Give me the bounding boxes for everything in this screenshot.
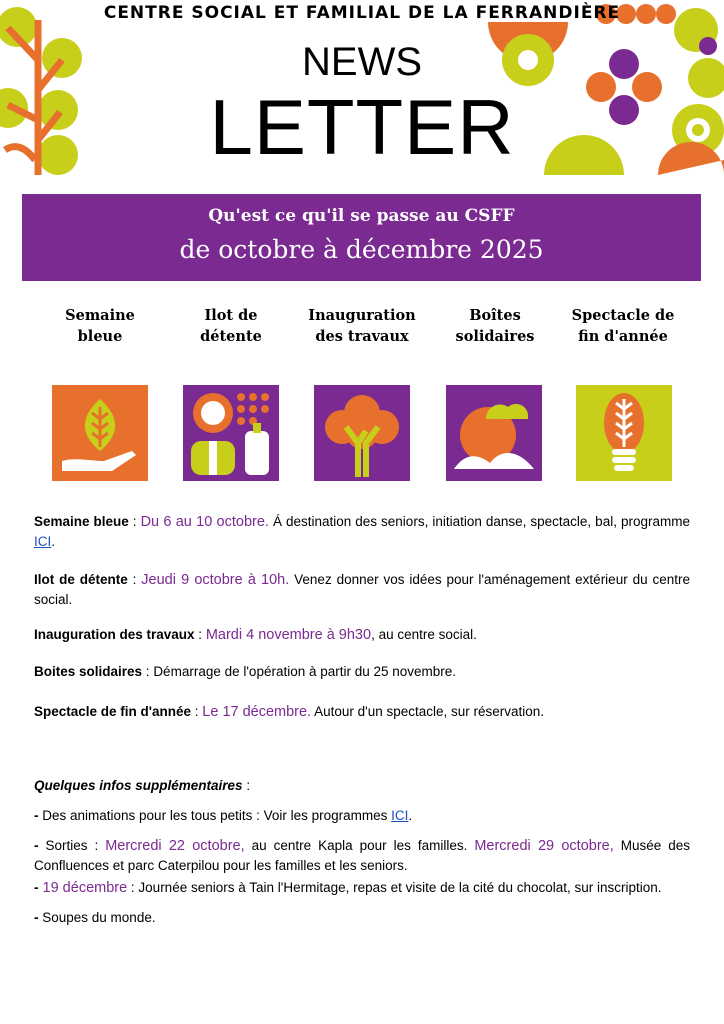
banner-period: de octobre à décembre 2025	[179, 235, 544, 264]
event-heading-line: détente	[200, 328, 262, 345]
bullet-dash: -	[34, 910, 39, 925]
info-date: 19 décembre	[38, 880, 128, 896]
infos-heading-colon: :	[242, 778, 251, 793]
info-end: .	[408, 808, 413, 823]
info-text: Soupes du monde.	[38, 910, 156, 925]
detail-spectacle	[34, 702, 690, 722]
detail-title: Semaine bleue	[34, 514, 129, 529]
hand-leaf-icon	[52, 385, 148, 481]
detail-separator: :	[128, 514, 141, 529]
event-heading-line: bleue	[77, 328, 123, 345]
info-item-soupes	[34, 908, 690, 928]
event-heading-line: fin d'année	[578, 328, 668, 345]
info-date: Mercredi 29 octobre,	[474, 838, 614, 854]
detail-end: .	[51, 534, 56, 549]
detail-text: Démarrage de l'opération à partir du 25 novembre.	[153, 664, 457, 679]
newsletter-letter-word: LETTER	[209, 83, 515, 171]
detail-title: Spectacle de fin d'année	[34, 704, 192, 719]
info-item-animations	[34, 806, 690, 826]
infos-heading: Quelques infos supplémentaires	[34, 778, 243, 793]
event-heading-inauguration	[300, 305, 424, 347]
info-item-sorties	[34, 836, 690, 876]
detail-inauguration	[34, 625, 690, 645]
detail-text: , au centre social.	[371, 627, 477, 642]
info-text: Des animations pour les tous petits : Voir les programmes	[38, 808, 392, 823]
tree-icon	[314, 385, 410, 481]
event-heading-line: Boîtes	[469, 307, 521, 324]
newsletter-news-word: NEWS	[302, 40, 422, 84]
bullet-dash: -	[34, 838, 39, 853]
bulb-leaf-icon	[576, 385, 672, 481]
detail-text: Autour d'un spectacle, sur réservation.	[311, 704, 545, 719]
garden-objects-icon	[183, 385, 279, 481]
detail-separator: :	[127, 572, 142, 587]
event-heading-line: Ilot de	[204, 307, 258, 324]
detail-date: Mardi 4 novembre à 9h30	[205, 627, 372, 643]
detail-date: Du 6 au 10 octobre.	[140, 514, 269, 530]
event-heading-ilot	[169, 305, 293, 347]
period-banner	[22, 194, 701, 281]
detail-semaine-bleue	[34, 512, 690, 552]
info-text: Musée des Confluences et parc Caterpilou pour les familles et les seniors.	[34, 838, 691, 873]
info-text: au centre Kapla pour les familles.	[244, 838, 475, 853]
detail-separator: :	[142, 664, 154, 679]
detail-date: Jeudi 9 octobre à 10h.	[141, 572, 290, 588]
event-heading-semaine-bleue	[38, 305, 162, 347]
info-text: : Journée seniors à Tain l'Hermitage, repas et visite de la cité du chocolat, sur inscription.	[127, 880, 662, 895]
organization-name: CENTRE SOCIAL ET FAMILIAL DE LA FERRANDIÈRE	[103, 3, 621, 23]
detail-text: Á destination des seniors, initiation danse, spectacle, bal, programme	[268, 514, 690, 529]
programme-link[interactable]: ICI	[34, 534, 52, 549]
event-heading-spectacle	[561, 305, 685, 347]
banner-question: Qu'est ce qu'il se passe au CSFF	[208, 206, 515, 226]
detail-separator: :	[191, 704, 203, 719]
detail-title: Inauguration des travaux	[34, 627, 195, 642]
info-text: Sorties :	[38, 838, 106, 853]
programmes-link[interactable]: ICI	[391, 808, 409, 823]
info-date: Mercredi 22 octobre,	[105, 838, 245, 854]
detail-date: Le 17 décembre.	[202, 704, 312, 720]
event-heading-line: Spectacle de	[571, 307, 675, 324]
event-heading-line: des travaux	[315, 328, 409, 345]
sun-cloud-icon	[446, 385, 542, 481]
detail-separator: :	[194, 627, 206, 642]
bullet-dash: -	[34, 808, 39, 823]
event-heading-line: Semaine	[65, 307, 135, 324]
detail-text: Venez donner vos idées pour l'aménagement extérieur du centre social.	[34, 572, 690, 607]
event-heading-line: Inauguration	[308, 307, 416, 324]
event-heading-boites	[433, 305, 557, 347]
detail-title: Ilot de détente	[34, 572, 128, 587]
infos-title	[34, 776, 690, 796]
detail-boites	[34, 662, 690, 682]
bullet-dash: -	[34, 880, 39, 895]
info-item-seniors	[34, 878, 690, 898]
detail-ilot	[34, 570, 690, 610]
event-heading-line: solidaires	[455, 328, 535, 345]
detail-title: Boites solidaires	[34, 664, 143, 679]
